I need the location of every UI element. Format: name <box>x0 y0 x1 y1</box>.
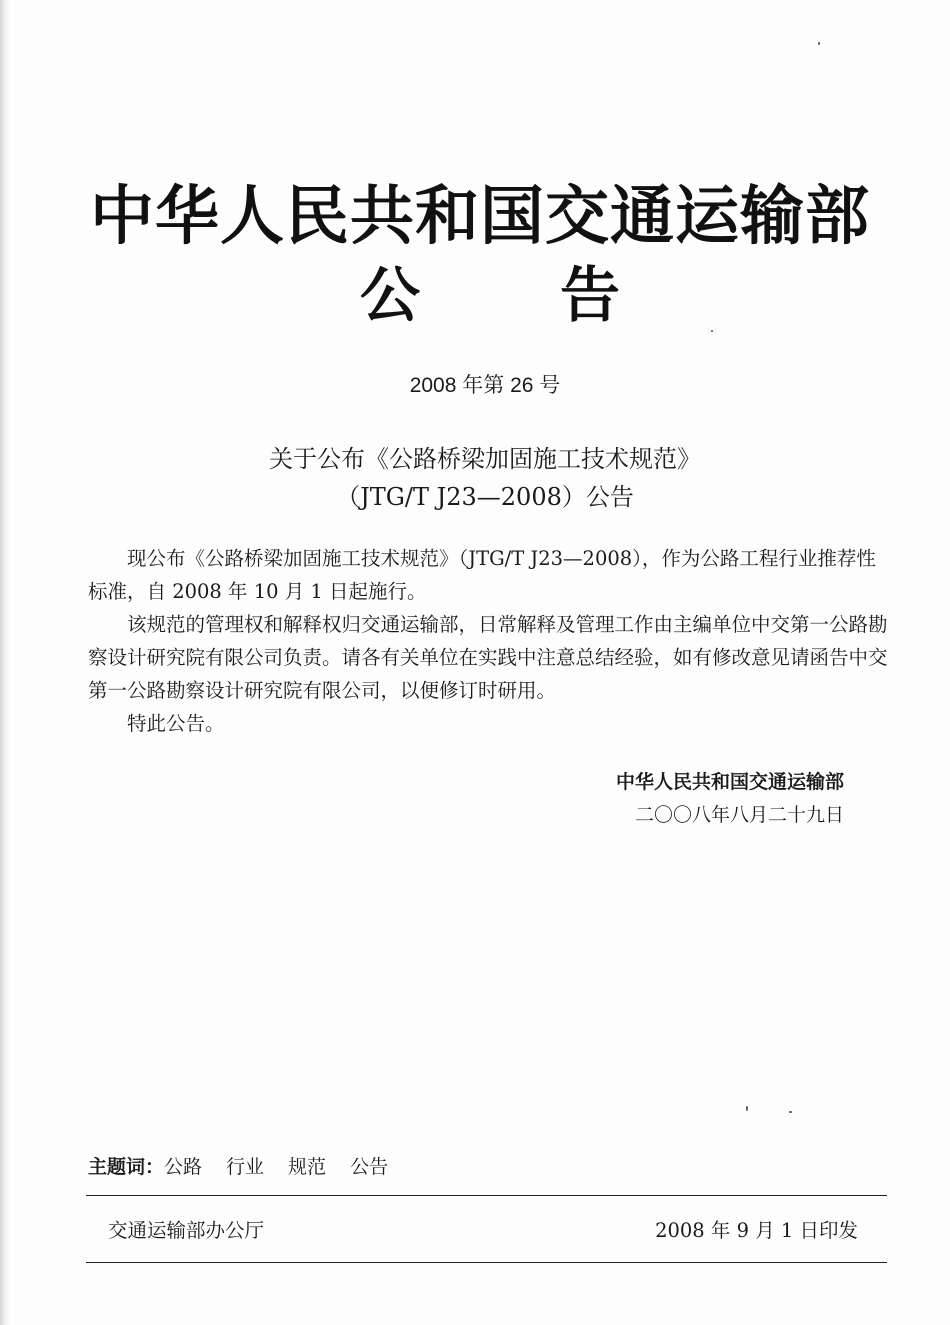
scan-edge-shadow <box>0 0 10 1325</box>
scan-speck <box>746 1106 748 1111</box>
subject-keywords <box>88 1152 412 1179</box>
announcement-heading-char-1: 公 <box>360 261 420 331</box>
keyword-term: 公告 <box>350 1156 389 1178</box>
body-paragraph: 现公布《公路桥梁加固施工技术规范》（JTG/T J23—2008），作为公路工程行业推荐性标准，自 2008 年 10 月 1 日起施行。 <box>88 547 876 603</box>
keywords-label: 主题词： <box>88 1156 165 1178</box>
issuing-authority-title: 中华人民共和国交通运输部 <box>90 180 870 254</box>
body-paragraph: 该规范的管理权和解释权归交通运输部，日常解释及管理工作由主编单位中交第一公路勘察设计研究院有限公司负责。请各有关单位在实践中注意总结经验，如有修改意见请函告中交第一公路勘察设计研究院有限公司，以便修订时研用。 <box>88 613 888 702</box>
announcement-heading-char-2: 告 <box>560 261 620 331</box>
keyword-term: 行业 <box>226 1156 265 1178</box>
scan-speck <box>711 330 713 332</box>
body-paragraph: 特此公告。 <box>127 712 225 735</box>
signature-date: 二〇〇八年八月二十九日 <box>634 804 844 826</box>
announcement-heading <box>360 248 620 334</box>
signature-organization: 中华人民共和国交通运输部 <box>615 771 844 793</box>
announcement-body <box>88 542 888 740</box>
signature-block <box>560 766 860 832</box>
scan-speck <box>818 42 820 45</box>
footer-issuer: 交通运输部办公厅 <box>108 1219 265 1242</box>
footer-bottom-rule <box>86 1262 887 1263</box>
footer-top-rule <box>86 1195 887 1196</box>
subject-line-2: （JTG/T J23—2008）公告 <box>336 483 634 511</box>
announcement-subject <box>0 440 950 516</box>
keyword-term: 规范 <box>288 1156 327 1178</box>
document-number: 2008 年第 26 号 <box>409 374 561 397</box>
footer-print-date: 2008 年 9 月 1 日印发 <box>655 1219 858 1242</box>
keyword-term: 公路 <box>164 1156 203 1178</box>
subject-line-1: 关于公布《公路桥梁加固施工技术规范》 <box>269 445 701 473</box>
scan-speck <box>789 1111 792 1113</box>
